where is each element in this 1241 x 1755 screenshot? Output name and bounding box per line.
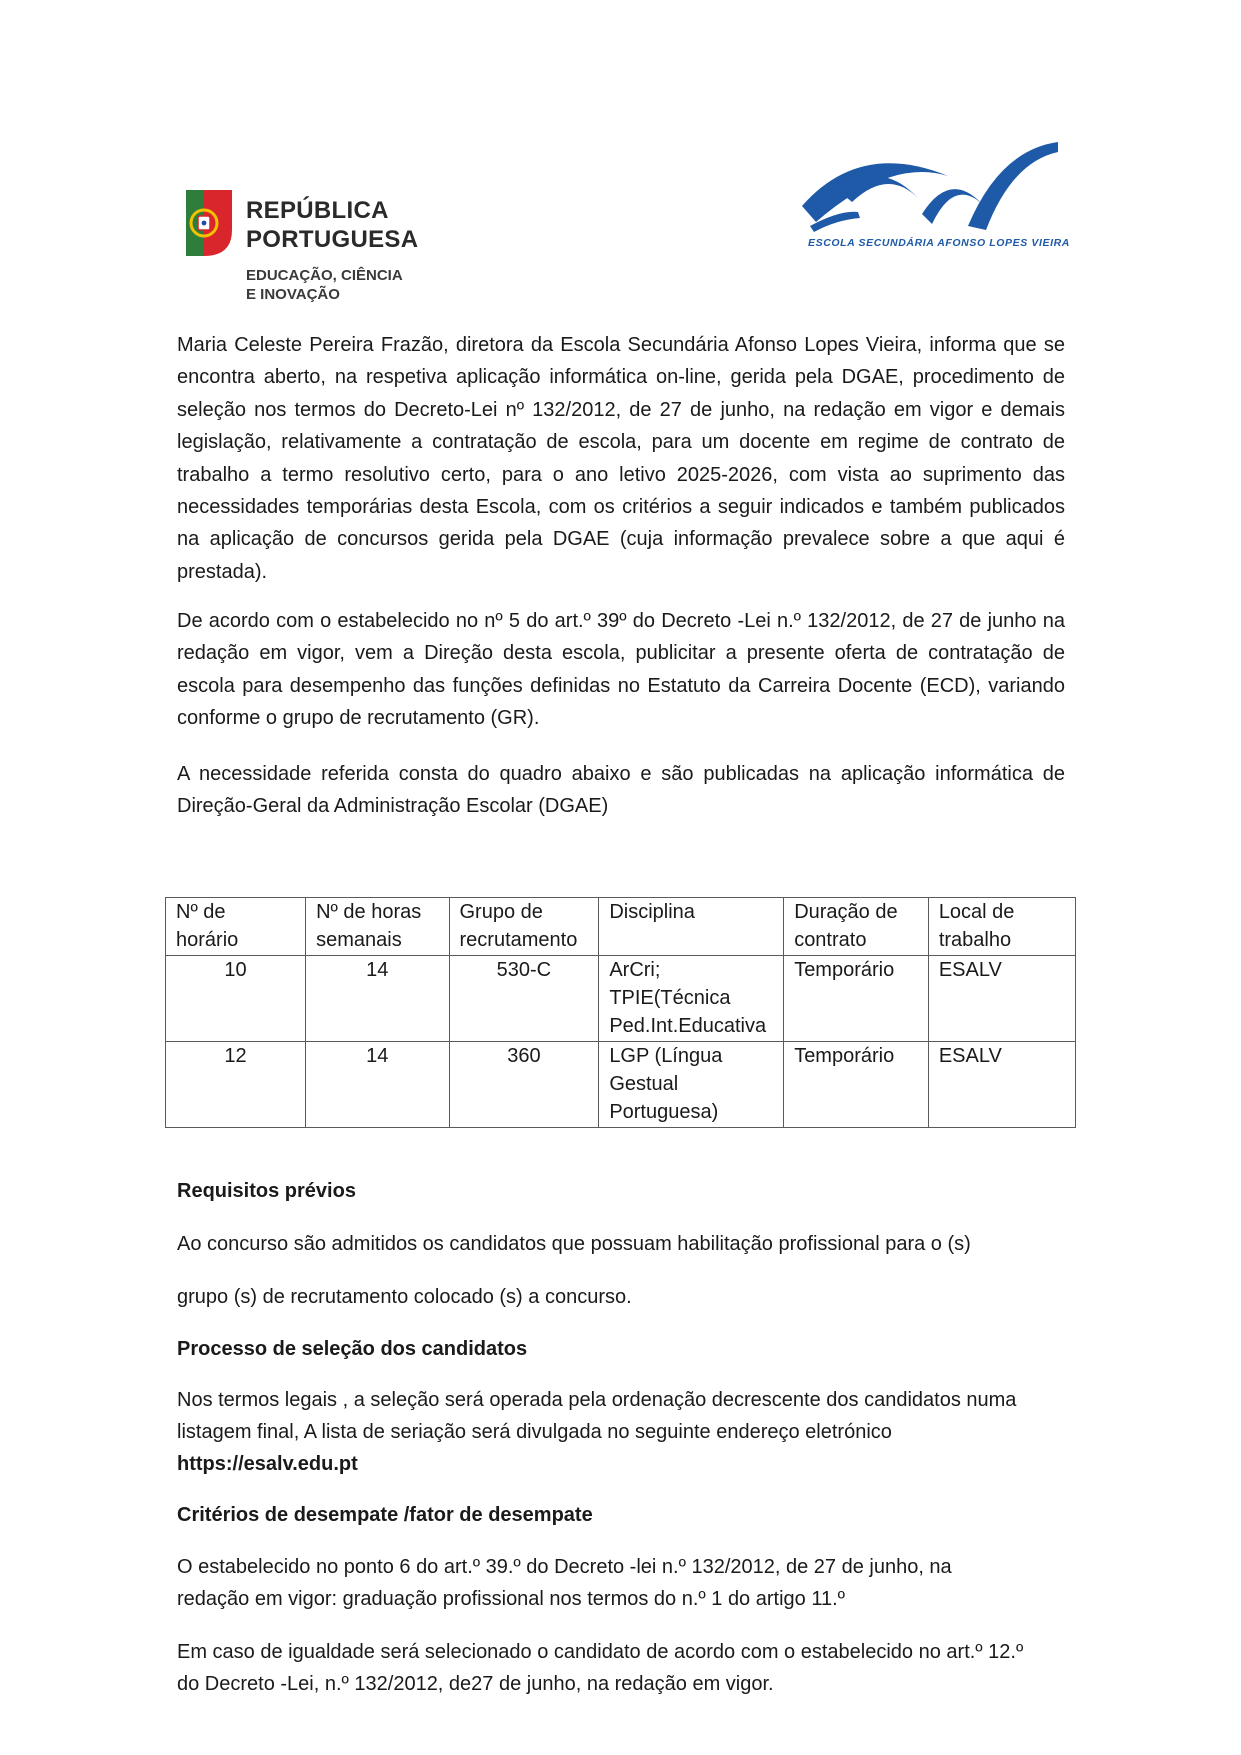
seriation-url-link[interactable]: https://esalv.edu.pt [177,1453,358,1475]
cell-local: ESALV [928,956,1075,1042]
republica-portuguesa-logo [186,190,446,310]
cell-horario: 10 [166,956,306,1042]
header-grupo: Grupo de recrutamento [449,898,599,956]
esalv-school-logo [800,140,1070,260]
gov-name [246,196,418,254]
ministry-name-line2: E INOVAÇÃO [246,286,340,303]
ministry-name-line1: EDUCAÇÃO, CIÊNCIA [246,267,403,284]
processo-line-2: listagem final, A lista de seriação será divulgada no seguinte endereço eletrónico [177,1421,892,1443]
header-horas: Nº de horas semanais [306,898,449,956]
table-row [166,956,1076,1042]
table-header-row [166,898,1076,956]
cell-horario: 12 [166,1042,306,1128]
cell-duracao: Temporário [784,956,929,1042]
criterios-heading: Critérios de desempate /fator de desempate [177,1504,593,1526]
header-horario: Nº de horário [166,898,306,956]
intro-paragraph-3: A necessidade referida consta do quadro abaixo e são publicadas na aplicação informática de Direção-Geral da Administração Escolar (DGAE) [177,763,1065,818]
header-disciplina: Disciplina [599,898,784,956]
table-row [166,1042,1076,1128]
criterios-line-1: O estabelecido no ponto 6 do art.º 39.º do Decreto -lei n.º 132/2012, de 27 de junho, na [177,1556,952,1578]
gov-name-line1: REPÚBLICA [246,197,389,224]
criterios-line-3: Em caso de igualdade será selecionado o candidato de acordo com o estabelecido no art.º 12.º [177,1641,1024,1663]
intro-paragraph-1: Maria Celeste Pereira Frazão, diretora da Escola Secundária Afonso Lopes Vieira, informa que se encontra aberto, na respetiva aplicação informática on-line, gerida pela DGAE, procedimento de seleção nos termos do Decreto-Lei nº 132/2012, de 27 de junho, na redação em vigor e demais legislação, relativamente a contratação de escola, para um docente em regime de contrato de trabalho a termo resolutivo certo, para o ano letivo 2025-2026, com vista ao suprimento das necessidades temporárias desta Escola, com os critérios a seguir indicados e também publicados na aplicação de concursos gerida pela DGAE (cuja informação prevalece sobre a que aqui é prestada). [177,334,1065,583]
cell-duracao: Temporário [784,1042,929,1128]
cell-disciplina: LGP (Língua Gestual Portuguesa) [599,1042,784,1128]
esalv-caption: ESCOLA SECUNDÁRIA AFONSO LOPES VIEIRA [808,237,1070,249]
portuguese-emblem-icon [186,190,232,256]
esalv-arches-icon [800,140,1060,240]
cell-disciplina: ArCri; TPIE(Técnica Ped.Int.Educativa [599,956,784,1042]
header-local: Local de trabalho [928,898,1075,956]
header-duracao: Duração de contrato [784,898,929,956]
cell-grupo: 530-C [449,956,599,1042]
requisitos-heading: Requisitos prévios [177,1180,356,1202]
criterios-line-4: do Decreto -Lei, n.º 132/2012, de27 de junho, na redação em vigor. [177,1673,774,1695]
processo-heading: Processo de seleção dos candidatos [177,1338,528,1360]
cell-horas: 14 [306,1042,449,1128]
offers-table [165,897,1076,1128]
requisitos-line-1: Ao concurso são admitidos os candidatos que possuam habilitação profissional para o (s) [177,1233,971,1255]
processo-line-1: Nos termos legais , a seleção será operada pela ordenação decrescente dos candidatos numa [177,1389,1017,1411]
ministry-name [246,266,403,304]
cell-grupo: 360 [449,1042,599,1128]
gov-name-line2: PORTUGUESA [246,226,419,253]
criterios-line-2: redação em vigor: graduação profissional nos termos do n.º 1 do artigo 11.º [177,1588,845,1610]
intro-paragraph-2: De acordo com o estabelecido no nº 5 do art.º 39º do Decreto -Lei n.º 132/2012, de 27 de junho na redação em vigor, vem a Direção desta escola, publicitar a presente oferta de contratação de escola para desempenho das funções definidas no Estatuto da Carreira Docente (ECD), variando conforme o grupo de recrutamento (GR). [177,610,1065,730]
requisitos-line-2: grupo (s) de recrutamento colocado (s) a concurso. [177,1286,632,1308]
cell-local: ESALV [928,1042,1075,1128]
cell-horas: 14 [306,956,449,1042]
